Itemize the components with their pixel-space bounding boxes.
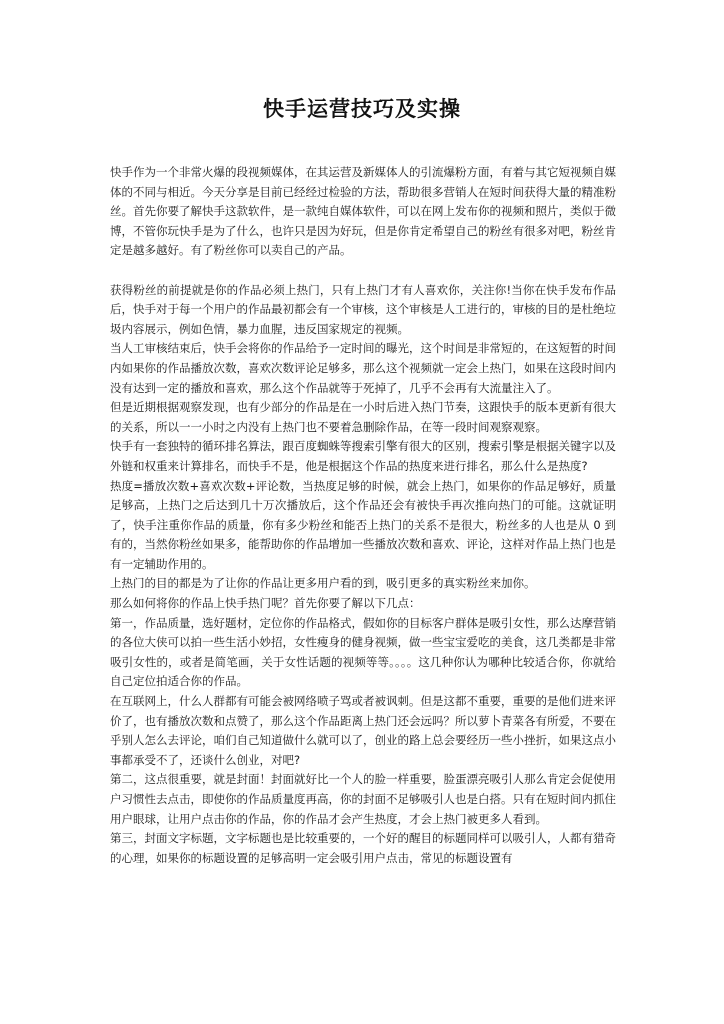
paragraph-purpose: 上热门的目的都是为了让你的作品让更多用户看的到，吸引更多的真实粉丝来加你。 (110, 576, 536, 591)
paragraph-point-one: 第一，作品质量，选好题材，定位你的作品格式，假如你的目标客户群体是吸引女性，那么达摩营销的各位大侠可以拍一些生活小妙招，女性瘦身的健身视频，做一些宝宝爱吃的美食，这几类都是非常吸引女性的，或者是简笔画，关于女性话题的视频等等。。。。这几种你认为哪种比较适合你，你就给自己定位拍适合你的作品。 (110, 615, 616, 689)
paragraph-how-to: 那么如何将你的作品上快手热门呢？首先你要了解以下几点： (110, 596, 421, 611)
paragraph-observation: 但是近期根据观察发现，也有少部分的作品是在一小时后进入热门节奏，这跟快手的版本更新有很大的关系，所以一一小时之内没有上热门也不要着急删除作品，在等一段时间观察观察。 (110, 400, 616, 434)
document-body (110, 163, 616, 868)
paragraph-heat-formula: 热度=播放次数+喜欢次数+评论数，当热度足够的时候，就会上热门，如果你的作品足够好，质量足够高，上热门之后达到几十万次播放后，这个作品还会有被快手再次推向热门的可能。这就证明了，快手注重你作品的质量，你有多少粉丝和能否上热门的关系不是很大，粉丝多的人也是从 0 到有的，当然你粉丝如果多，能帮助你的作品增加一些播放次数和喜欢、评论，这样对作品上热门也是有一定辅助作用的。 (110, 478, 616, 571)
paragraph-point-three: 第三，封面文字标题，文字标题也是比较重要的，一个好的醒目的标题同样可以吸引人，人都有猎奇的心理，如果你的标题设置的足够高明一定会吸引用户点击，常见的标题设置有 (110, 831, 616, 865)
paragraph-hot-premise: 获得粉丝的前提就是你的作品必须上热门，只有上热门才有人喜欢你，关注你!当你在快手发布作品后，快手对于每一个用户的作品最初都会有一个审核，这个审核是人工进行的，审核的目的是杜绝垃圾内容展示，例如色情，暴力血腥，违反国家规定的视频。 (110, 282, 616, 336)
document-title: 快手运营技巧及实操 (263, 97, 461, 121)
paragraph-ranking: 快手有一套独特的循环排名算法，跟百度蜘蛛等搜索引擎有很大的区别，搜索引擎是根据关键字以及外链和权重来计算排名，而快手不是，他是根据这个作品的热度来进行排名，那么什么是热度? (110, 439, 616, 473)
paragraph-intro: 快手作为一个非常火爆的段视频媒体，在其运营及新媒体人的引流爆粉方面，有着与其它短视频自媒体的不同与相近。今天分享是目前已经经过检验的方法，帮助很多营销人在短时间获得大量的精准粉丝。首先你要了解快手这款软件，是一款纯自媒体软件，可以在网上发布你的视频和照片，类似于微博，不管你玩快手是为了什么，也许只是因为好玩，但是你肯定希望自己的粉丝有很多对吧，粉丝肯定是越多越好。有了粉丝你可以卖自己的产品。 (110, 165, 616, 258)
paragraph-exposure: 当人工审核结束后，快手会将你的作品给予一定时间的曝光，这个时间是非常短的，在这短暂的时间内如果你的作品播放次数，喜欢次数评论足够多，那么这个视频就一定会上热门，如果在这段时间内没有达到一定的播放和喜欢，那么这个作品就等于死掉了，几乎不会再有大流量注入了。 (110, 341, 616, 395)
paragraph-point-two: 第二，这点很重要，就是封面！封面就好比一个人的脸一样重要，脸蛋漂亮吸引人那么肯定会促使用户习惯性去点击，即使你的作品质量度再高，你的封面不足够吸引人也是白搭。只有在短时间内抓住用户眼球，让用户点击你的作品，你的作品才会产生热度，才会上热门被更多人看到。 (110, 772, 616, 826)
paragraph-internet: 在互联网上，什么人群都有可能会被网络喷子骂或者被讽刺。但是这都不重要，重要的是他们进来评价了，也有播放次数和点赞了，那么这个作品距离上热门还会远吗？所以萝卜青菜各有所爱，不要在乎别人怎么去评论，咱们自己知道做什么就可以了，创业的路上总会要经历一些小挫折，如果这点小事都承受不了，还谈什么创业，对吧? (110, 694, 616, 767)
